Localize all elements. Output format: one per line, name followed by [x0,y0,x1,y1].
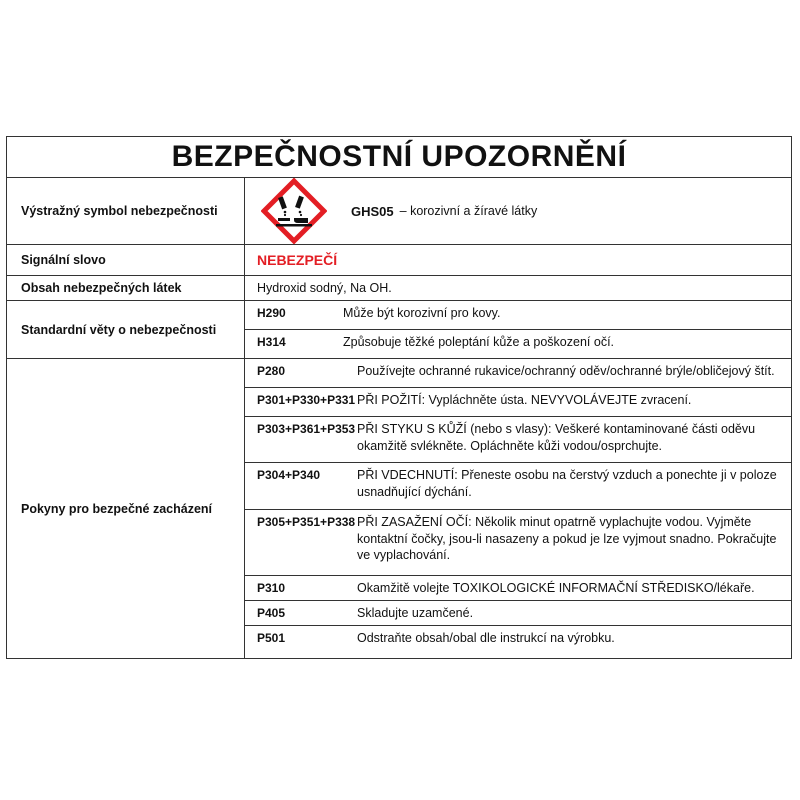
row-substances [7,276,791,301]
precaution-item [245,388,791,417]
precaution-item [245,626,791,650]
hazard-text: Způsobuje těžké poleptání kůže a poškození očí. [343,334,615,349]
substances-value: Hydroxid sodný, Na OH. [257,281,392,295]
precaution-code: P305+P351+P338 [257,515,356,529]
ghs05-corrosion-icon [261,178,327,244]
precaution-text: PŘI POŽITÍ: Vypláchněte ústa. NEVYVOLÁVEJTE zvracení. [357,393,692,407]
precaution-code: P501 [257,631,286,645]
label-signal-word: Signální slovo [7,245,245,275]
precaution-text: Používejte ochranné rukavice/ochranný oděv/ochranné brýle/obličejový štít. [357,364,775,378]
hazard-item [245,330,791,358]
row-hazard-symbol [7,178,791,245]
safety-warning-table [6,136,792,659]
row-precautionary-statements [7,359,791,659]
label-hazard-symbol: Výstražný symbol nebezpečnosti [7,178,245,244]
precaution-item [245,417,791,463]
hazard-item [245,301,791,330]
precaution-text: Odstraňte obsah/obal dle instrukcí na výrobku. [357,631,615,645]
precaution-item [245,601,791,626]
ghs-code: GHS05 [351,203,394,219]
hazard-text: Může být korozivní pro kovy. [343,306,501,320]
precaution-item [245,510,791,576]
precaution-code: P280 [257,364,286,378]
page-title: BEZPEČNOSTNÍ UPOZORNĚNÍ [7,137,791,178]
hazard-symbol-cell [245,178,791,244]
precaution-text: PŘI VDECHNUTÍ: Přeneste osobu na čerstvý vzduch a ponechte ji v poloze usnadňující dýchání. [357,468,777,499]
precaution-code: P304+P340 [257,468,321,482]
ghs-description: – korozivní a žíravé látky [399,204,538,218]
label-precautionary-statements: Pokyny pro bezpečné zacházení [7,359,245,659]
precaution-text: Okamžitě volejte TOXIKOLOGICKÉ INFORMAČNÍ STŘEDISKO/lékaře. [357,581,755,595]
label-hazard-statements: Standardní věty o nebezpečnosti [7,301,245,358]
precaution-code: P405 [257,606,286,620]
hazard-statements-list [245,301,791,358]
precaution-text: PŘI STYKU S KŮŽÍ (nebo s vlasy): Veškeré kontaminované části oděvu okamžitě svlékněte. Opláchněte kůži vodou/osprchujte. [357,422,756,453]
precautionary-statements-list [245,359,791,659]
precaution-code: P310 [257,581,286,595]
precaution-item [245,359,791,388]
hazard-code: H290 [257,306,286,320]
precaution-code: P301+P330+P331 [257,393,356,407]
row-signal-word [7,245,791,276]
precaution-item [245,463,791,510]
label-substances: Obsah nebezpečných látek [7,276,245,300]
signal-word-value: NEBEZPEČÍ [257,252,338,268]
hazard-code: H314 [257,334,286,349]
precaution-code: P303+P361+P353 [257,422,356,436]
precaution-item [245,576,791,601]
precaution-text: Skladujte uzamčené. [357,606,474,620]
precaution-text: PŘI ZASAŽENÍ OČÍ: Několik minut opatrně vyplachujte vodou. Vyjměte kontaktní čočky, jsou-li nasazeny a pokud je lze vyjmout snadno. Pokračujte ve vyplachování. [357,515,777,562]
row-hazard-statements [7,301,791,359]
